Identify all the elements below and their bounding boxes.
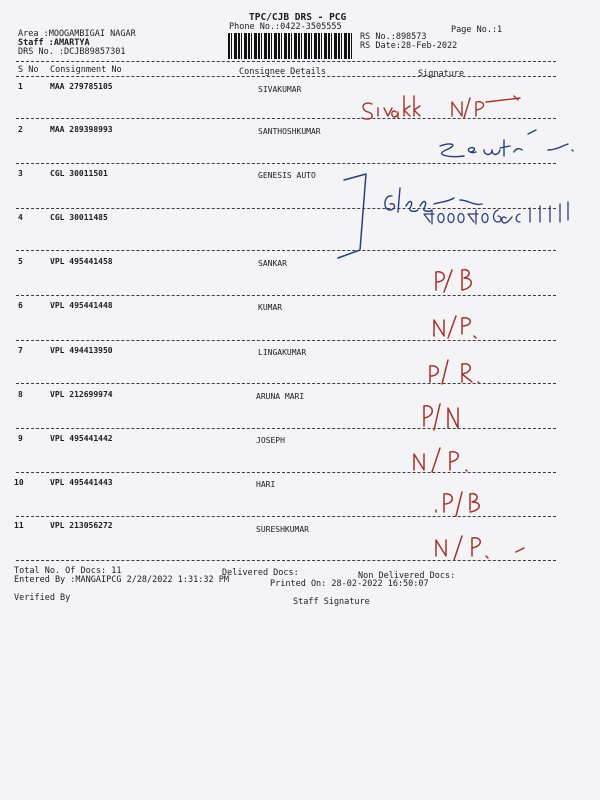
row-divider [16,250,556,251]
row-sno: 10 [14,478,24,487]
rs-number: RS No.:898573 [360,32,427,42]
signature-mark [440,130,573,157]
divider [16,76,556,77]
row-consignment: CGL 30011501 [50,169,108,178]
row-consignment: MAA 289398993 [50,125,113,134]
row-sno: 3 [18,169,23,178]
row-consignee: ARUNA MARI [256,392,305,401]
page-number: Page No.:1 [451,25,503,35]
rs-date: RS Date:28-Feb-2022 [360,41,458,51]
row-consignment: VPL 495441458 [50,257,113,266]
signature-mark [424,202,568,224]
staff-signature-label: Staff Signature [293,597,370,607]
printed-on: Printed On: 28-02-2022 16:50:07 [270,579,429,589]
row-sno: 11 [14,521,24,530]
phone-number: Phone No.:0422-3505555 [229,22,342,32]
signature-mark [434,316,476,338]
signature-mark [436,536,524,560]
signature-mark [436,270,471,292]
verified-by: Verified By [14,593,71,603]
row-divider [16,472,556,473]
row-consignment: VPL 494413950 [50,346,113,355]
drs-number: DRS No. :DCJB89857301 [18,47,126,57]
row-sno: 1 [18,82,23,91]
row-consignee: SANTHOSHKUMAR [258,127,321,136]
row-consignment: CGL 30011485 [50,213,108,222]
column-header-consignee: Consignee Details [239,67,326,77]
signature-mark [430,360,479,384]
signature-mark [414,448,467,472]
row-sno: 2 [18,125,23,134]
row-divider [16,560,556,561]
column-header-signature: Signature [418,69,465,79]
row-sno: 5 [18,257,23,266]
row-consignee: SIVAKUMAR [258,85,302,94]
row-divider [16,383,556,384]
barcode [228,33,354,59]
row-sno: 8 [18,390,23,399]
divider [16,61,556,62]
row-divider [16,295,556,296]
row-consignee: GENESIS AUTO [258,171,316,180]
row-divider [16,208,556,209]
row-sno: 7 [18,346,23,355]
signature-mark [436,492,479,516]
row-divider [16,163,556,164]
row-sno: 6 [18,301,23,310]
row-consignee: LINGAKUMAR [258,348,307,357]
signature-mark [452,96,520,118]
row-consignee: KUMAR [258,303,283,312]
row-consignment: VPL 495441443 [50,478,113,487]
row-consignment: VPL 212699974 [50,390,113,399]
row-consignment: MAA 279785105 [50,82,113,91]
column-header-sno: S No [18,65,39,75]
row-consignee: SURESHKUMAR [256,525,309,534]
row-sno: 4 [18,213,23,222]
row-sno: 9 [18,434,23,443]
staff-field: Staff :AMARTYA [18,38,90,48]
non-delivered-docs: Non Delivered Docs: [358,571,456,581]
total-docs: Total No. Of Docs: 11 [14,566,122,576]
row-consignee: HARI [256,480,276,489]
document-title: TPC/CJB DRS - PCG [249,12,347,23]
row-consignment: VPL 213056272 [50,521,113,530]
entered-by: Entered By :MANGAIPCG 2/28/2022 1:31:32 PM [14,575,229,585]
row-divider [16,428,556,429]
area-field: Area :MOOGAMBIGAI NAGAR [18,29,136,39]
row-consignment: VPL 495441448 [50,301,113,310]
row-divider [16,340,556,341]
row-consignee: JOSEPH [256,436,285,445]
row-consignment: VPL 495441442 [50,434,113,443]
signature-mark [424,404,458,430]
row-divider [16,516,556,517]
row-divider [16,118,556,119]
signature-mark [362,96,420,119]
delivered-docs: Delivered Docs: [222,568,299,578]
signature-mark [338,174,366,258]
row-consignee: SANKAR [258,259,287,268]
column-header-consignment: Consignment No [50,65,122,75]
